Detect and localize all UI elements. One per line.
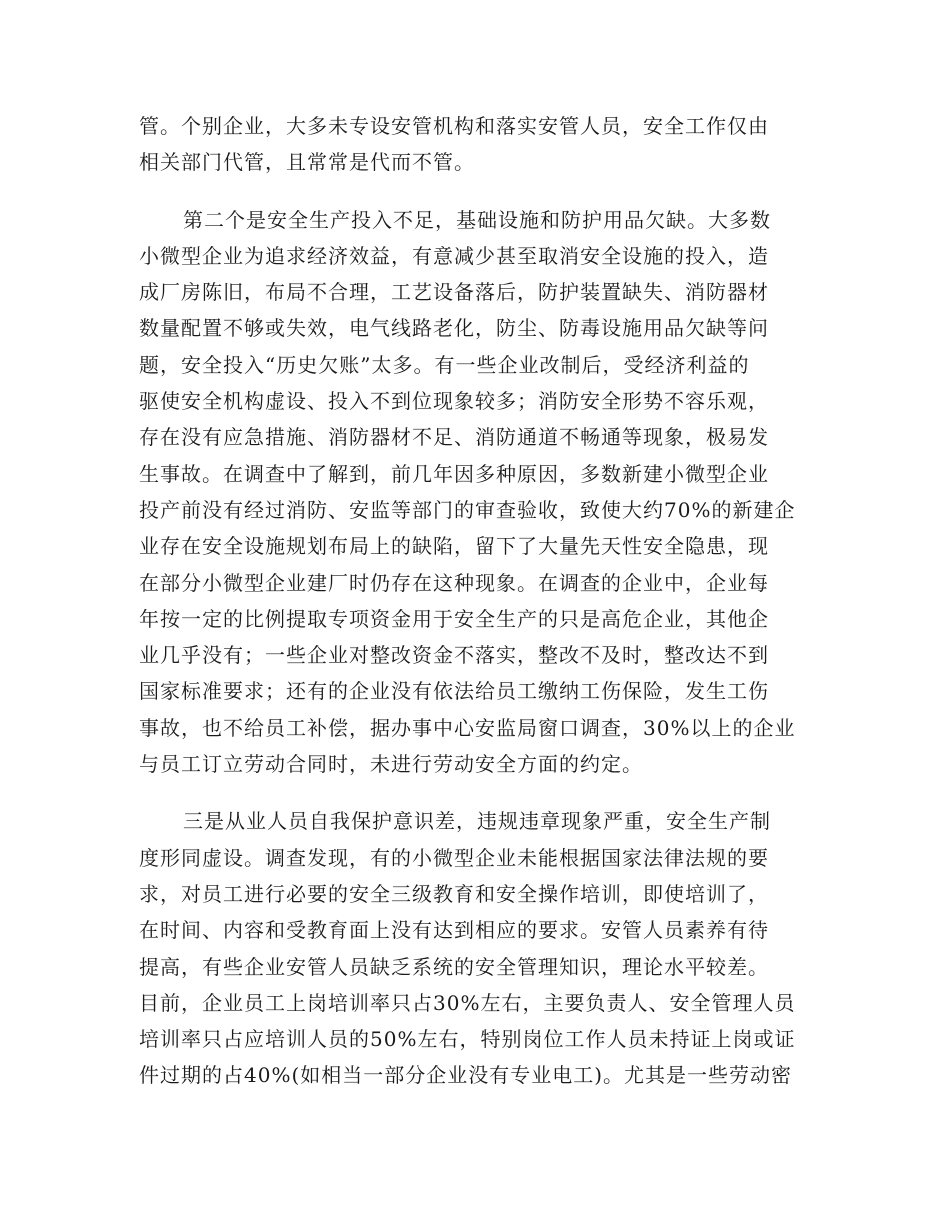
text-line: 业几乎没有；一些企业对整改资金不落实，整改不及时，整改达不到 (139, 643, 769, 668)
text-line: 国家标准要求；还有的企业没有依法给员工缴纳工伤保险，发生工伤 (139, 679, 769, 704)
text-line: 驱使安全机构虚设、投入不到位现象较多；消防安全形势不容乐观， (139, 389, 769, 414)
paragraph-p2 (139, 202, 811, 783)
text-line: 管。个别企业，大多未专设安管机构和落实安管人员，安全工作仅由 (139, 114, 769, 138)
text-line: 数量配置不够或失效，电气线路老化，防尘、防毒设施用品欠缺等问 (139, 316, 769, 341)
text-line: 在部分小微型企业建厂时仍存在这种现象。在调查的企业中，企业每 (139, 570, 769, 595)
text-line: 在时间、内容和受教育面上没有达到相应的要求。安管人员素养有待 (139, 918, 769, 943)
text-line: 求，对员工进行必要的安全三级教育和安全操作培训，即使培训了， (139, 881, 769, 906)
text-line: 生事故。在调查中了解到，前几年因多种原因，多数新建小微型企业 (139, 461, 769, 486)
text-line: 第二个是安全生产投入不足，基础设施和防护用品欠缺。大多数 (183, 207, 771, 232)
text-line: 业存在安全设施规划布局上的缺陷，留下了大量先天性安全隐患，现 (139, 534, 769, 559)
text-line: 目前，企业员工上岗培训率只占30%左右，主要负责人、安全管理人员 (139, 990, 796, 1015)
text-line: 小微型企业为追求经济效益，有意减少甚至取消安全设施的投入，造 (139, 243, 769, 268)
text-line: 年按一定的比例提取专项资金用于安全生产的只是高危企业，其他企 (139, 606, 769, 631)
text-line: 题，安全投入“历史欠账”太多。有一些企业改制后，受经济利益的 (139, 352, 750, 377)
paragraph-p3 (139, 803, 811, 1093)
text-line: 度形同虚设。调查发现，有的小微型企业未能根据国家法律法规的要 (139, 845, 769, 870)
text-line: 存在没有应急措施、消防器材不足、消防通道不畅通等现象，极易发 (139, 425, 769, 450)
text-line: 相关部门代管，且常常是代而不管。 (139, 150, 475, 175)
paragraph-p1 (139, 108, 811, 181)
text-line: 件过期的占40%(如相当一部分企业没有专业电工)。尤其是一些劳动密 (139, 1063, 793, 1088)
text-line: 投产前没有经过消防、安监等部门的审查验收，致使大约70%的新建企 (139, 497, 796, 522)
document-body (139, 108, 811, 1094)
text-line: 成厂房陈旧，布局不合理，工艺设备落后，防护装置缺失、消防器材 (139, 280, 769, 305)
text-line: 与员工订立劳动合同时，未进行劳动安全方面的约定。 (139, 752, 643, 777)
text-line: 三是从业人员自我保护意识差，违规违章现象严重，安全生产制 (183, 809, 771, 834)
paragraph-gap (139, 181, 811, 202)
text-line: 事故，也不给员工补偿，据办事中心安监局窗口调查，30%以上的企业 (139, 715, 796, 740)
paragraph-gap (139, 782, 811, 803)
text-line: 培训率只占应培训人员的50%左右，特别岗位工作人员未持证上岗或证 (139, 1027, 796, 1052)
text-line: 提高，有些企业安管人员缺乏系统的安全管理知识，理论水平较差。 (139, 954, 769, 979)
